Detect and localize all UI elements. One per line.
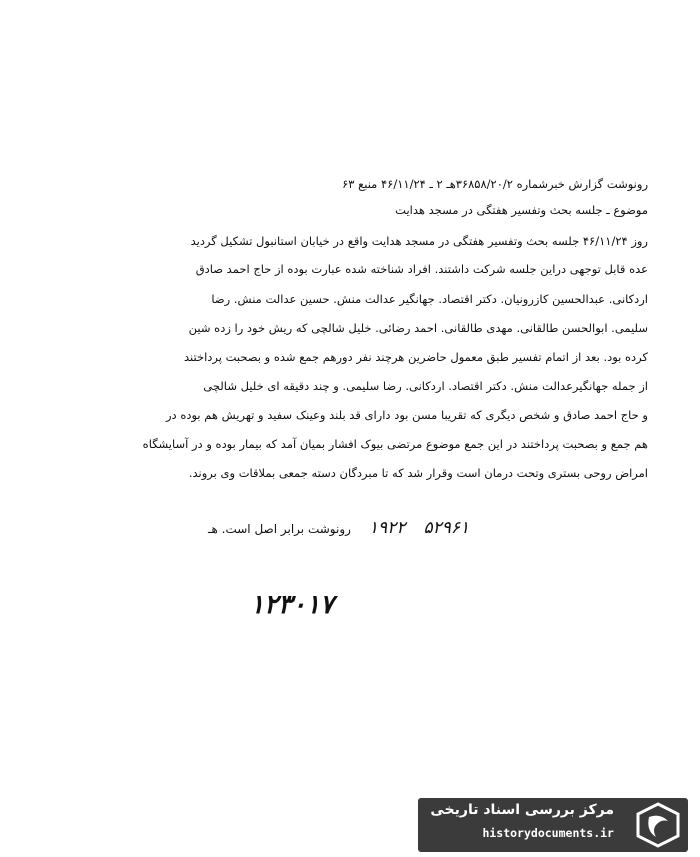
archive-watermark	[418, 798, 688, 852]
certification-text: رونوشت برابر اصل است. هـ	[208, 522, 351, 536]
certification-line	[208, 518, 648, 539]
body-line: از جمله جهانگیرعدالت منش. دکتر اقتصاد. اردکانی. رضا سلیمی. و چند دقیقه ای خلیل شالچی	[203, 379, 648, 393]
handwritten-document-number: ۱۲۳۰۱۷	[250, 590, 334, 620]
body-line: سلیمی. ابوالحسن طالقانی. مهدی طالقانی. احمد رضائی. خلیل شالچی که ریش خود را زده شین	[188, 321, 648, 335]
subject-line: موضوع ـ جلسه بحث وتفسیر هفتگی در مسجد هدایت	[395, 203, 648, 217]
body-line: عده قابل توجهی دراین جلسه شرکت داشتند. افراد شناخته شده عبارت بوده از حاج احمد صادق	[195, 262, 648, 276]
body-line: روز ۴۶/۱۱/۲۴ جلسه بحث وتفسیر هفتگی در مسجد هدایت واقع در خیابان استانبول تشکیل گردید	[190, 234, 648, 248]
report-header-line: رونوشت گزارش خبرشماره ۳۶۸۵۸/۲۰/۲هـ ۲ ـ ۴۶/۱۱/۲۴ منبع ۶۳	[342, 177, 648, 191]
handwritten-initials: ۱۹۲۲	[368, 518, 406, 538]
body-line: و حاج احمد صادق و شخص دیگری که تقریبا مسن بود دارای قد بلند وعینک سفید و تهریش هم بوده در	[165, 408, 648, 422]
body-line: امراض روحی بستری وتحت درمان است وقرار شد که تا مبردگان دسته جمعی بملاقات وی بروند.	[188, 466, 648, 480]
watermark-url: historydocuments.ir	[482, 826, 614, 840]
body-line: هم جمع و بصحبت پرداختند در این جمع موضوع مرتضی بیوک افشار بمیان آمد که بیمار بوده و در آسایشگاه	[142, 437, 648, 451]
archive-logo-icon	[634, 801, 682, 849]
handwritten-reference-number: ۵۲۹۶۱	[423, 518, 470, 538]
body-line: اردکانی. عبدالحسین کازرونیان. دکتر اقتصاد. جهانگیر عدالت منش. حسین عدالت منش. رضا	[211, 292, 648, 306]
body-line: کرده بود. بعد از اتمام تفسیر طبق معمول حاضرین هرچند نفر دورهم جمع شده و بصحبت پرداختند	[184, 350, 648, 364]
watermark-title: مرکز بررسی اسناد تاریخی	[430, 802, 614, 818]
